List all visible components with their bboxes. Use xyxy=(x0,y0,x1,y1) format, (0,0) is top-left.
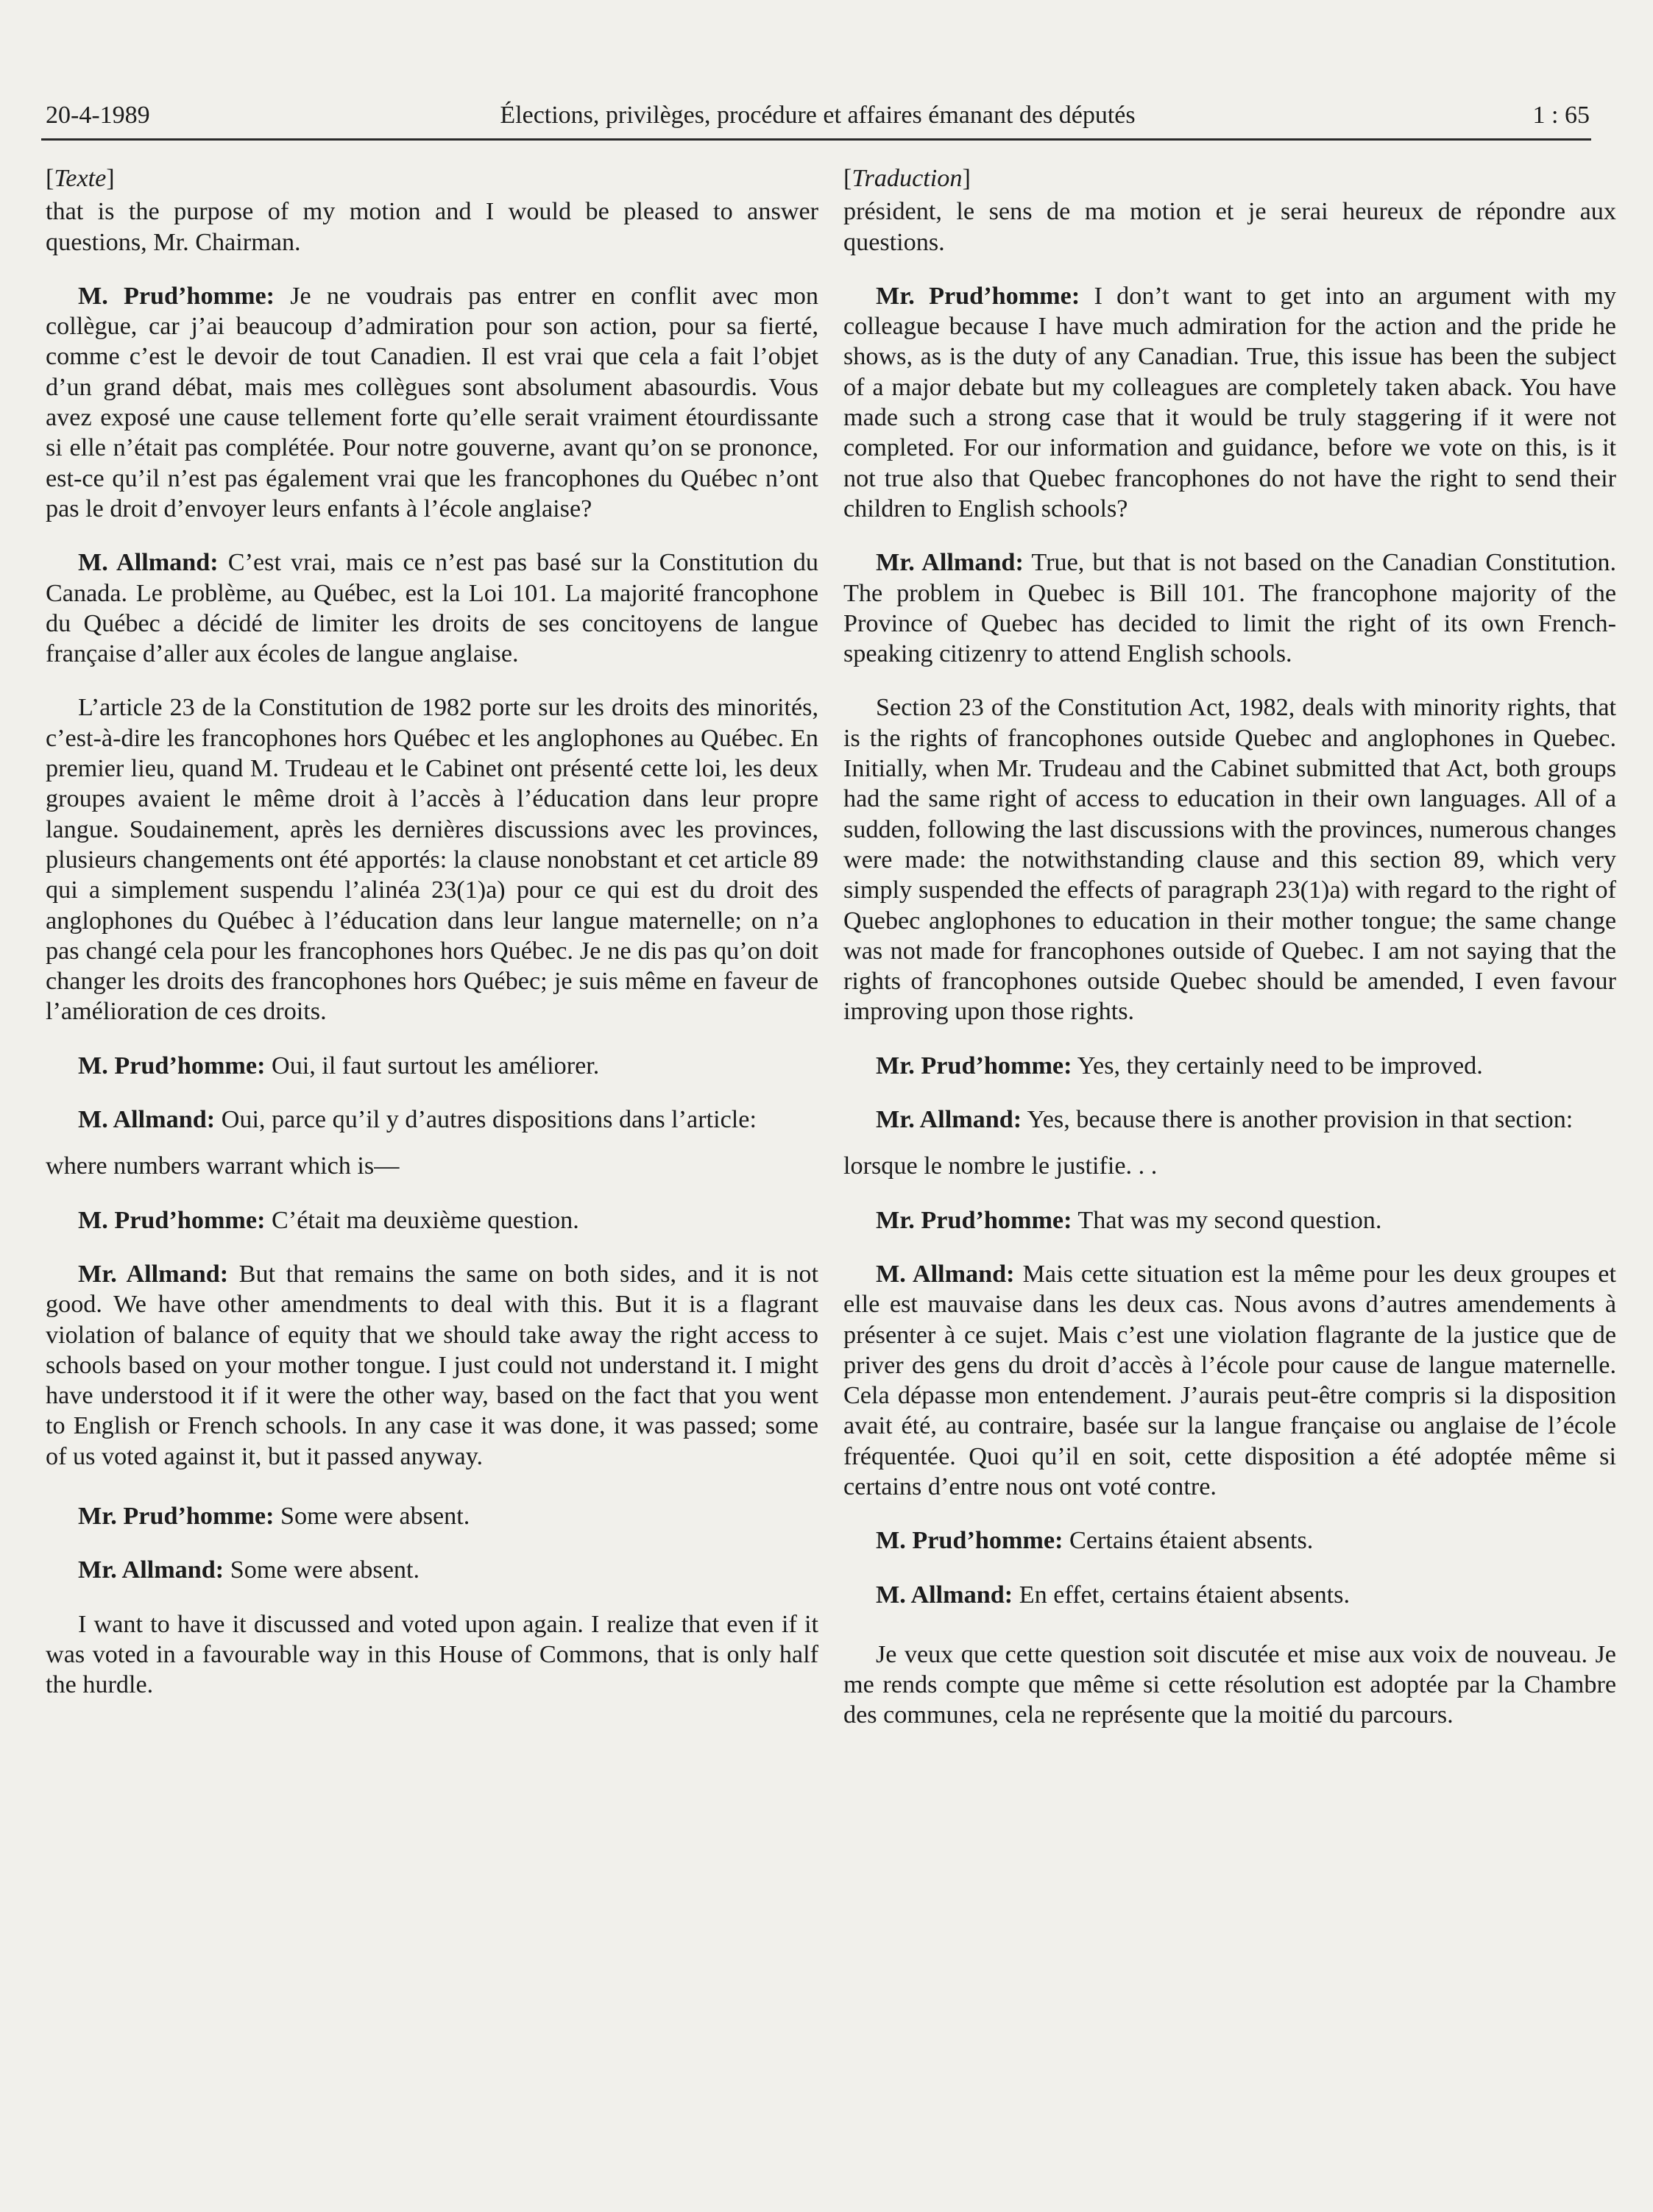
speaker-name: M. Allmand: xyxy=(876,1581,1013,1609)
quoted-clause xyxy=(46,1151,818,1181)
paragraph xyxy=(46,1051,818,1081)
paragraph-text: I don’t want to get into an argument with my colleague because I have much admiration for the action and the pride he shows, as is the duty of any Canadian. True, this issue has been the subject of a major debate but my colleagues are completely taken aback. You have made such a strong case that it would be truly staggering if it were not completed. For our information and guidance, before we vote on this, is it not true also that Quebec francophones do not have the right to send their children to English schools? xyxy=(843,282,1616,522)
speaker-name: Mr. Prud’homme: xyxy=(876,1206,1072,1234)
paragraph xyxy=(46,1259,818,1472)
speaker-name: M. Allmand: xyxy=(876,1260,1015,1288)
paragraph xyxy=(46,196,818,258)
paragraph xyxy=(843,1205,1616,1236)
paragraph-text: Section 23 of the Constitution Act, 1982, deals with minority rights, that is the rights of francophones outside Quebec and anglophones in Quebec. Initially, when Mr. Trudeau and the Cabinet submitted that Act, both groups had the same right of access to education in their own languages. All of a sudden, following the last discussions with the provinces, numerous changes were made: the notwithstanding clause and this section 89, which very simply suspended the effects of paragraph 23(1)a) with regard to the right of Quebec anglophones to education in their mother tongue; the same change was not made for francophones outside of Quebec. I am not saying that the rights of francophones outside Quebec should be amended, I even favour improving upon those rights. xyxy=(843,694,1616,1026)
marker-bracket-open: [ xyxy=(46,165,54,192)
paragraph-text: That was my second question. xyxy=(1072,1206,1382,1234)
language-marker-texte xyxy=(46,163,818,194)
paragraph xyxy=(46,1501,818,1531)
paragraph xyxy=(843,1259,1616,1502)
speaker-name: M. Prud’homme: xyxy=(78,1206,266,1234)
speaker-name: M. Allmand: xyxy=(78,549,219,577)
paragraph xyxy=(843,196,1616,258)
speaker-name: M. Prud’homme: xyxy=(78,1052,266,1080)
marker-bracket-open: [ xyxy=(843,165,852,192)
paragraph xyxy=(46,1555,818,1585)
paragraph-text: Some were absent. xyxy=(224,1556,420,1584)
paragraph-text: True, but that is not based on the Canadian Constitution. The problem in Quebec is Bill 101. The francophone majority of the Province of Quebec has decided to limit the right of its own French-speaking citizenry to attend English schools. xyxy=(843,549,1616,668)
marker-bracket-close: ] xyxy=(106,165,115,192)
speaker-name: M. Prud’homme: xyxy=(78,282,275,310)
paragraph-text: Yes, because there is another provision in that section: xyxy=(1022,1106,1574,1134)
paragraph-text: Mais cette situation est la même pour les deux groupes et elle est mauvaise dans les deux cas. Nous avons d’autres amendements à présenter à ce sujet. Mais c’est une violation flagrante de la justice que de priver des gens du droit d’accès à l’école pour cause de langue maternelle. Cela dépasse mon entendement. J’aurais peut-être compris si la disposition avait été, au contraire, basée sur la langue française ou anglaise de l’école fréquentée. Quoi qu’il en soit, cette disposition a été adoptée même si certains d’entre nous ont voté contre. xyxy=(843,1260,1616,1500)
paragraph-text: Yes, they certainly need to be improved. xyxy=(1072,1052,1483,1080)
marker-bracket-close: ] xyxy=(962,165,971,192)
marker-word: Traduction xyxy=(852,165,963,192)
paragraph xyxy=(46,1105,818,1135)
left-column xyxy=(46,163,818,1723)
speaker-name: Mr. Prud’homme: xyxy=(876,1052,1072,1080)
paragraph-text: Je ne voudrais pas entrer en conflit avec mon collègue, car j’ai beaucoup d’admiration pour son action, pour sa fierté, comme c’est le devoir de tout Canadien. Il est vrai que cela a fait l’objet d’un grand débat, mais mes collègues sont absolument abasourdis. Vous avez exposé une cause tellement forte qu’elle serait vraiment étourdissante si elle n’était pas complétée. Pour notre gouverne, avant qu’on se prononce, est-ce qu’il n’est pas également vrai que les francophones du Québec n’ont pas le droit d’envoyer leurs enfants à l’école anglaise? xyxy=(46,282,818,522)
paragraph-text: that is the purpose of my motion and I would be pleased to answer questions, Mr. Chairman. xyxy=(46,198,818,256)
paragraph-text: C’est vrai, mais ce n’est pas basé sur la Constitution du Canada. Le problème, au Québec, est la Loi 101. La majorité francophone du Québec a décidé de limiter les droits de ses concitoyens de langue française d’aller aux écoles de langue anglaise. xyxy=(46,549,818,668)
running-header xyxy=(46,102,1590,141)
speaker-name: Mr. Allmand: xyxy=(78,1260,229,1288)
paragraph xyxy=(46,1609,818,1701)
paragraph xyxy=(843,547,1616,669)
paragraph-text: C’était ma deuxième question. xyxy=(265,1206,579,1234)
paragraph-text: Oui, parce qu’il y d’autres dispositions dans l’article: xyxy=(215,1106,757,1134)
paragraph-text: But that remains the same on both sides, and it is not good. We have other amendments to deal with this. But it is a flagrant violation of balance of equity that we should take away the right access to schools based on your mother tongue. I just could not understand it. I might have understood it if it were the other way, based on the fact that you went to English or French schools. In any case it was done, it was passed; some of us voted against it, but it passed anyway. xyxy=(46,1260,818,1470)
paragraph xyxy=(843,692,1616,1027)
header-page-number: 1 : 65 xyxy=(1532,102,1590,129)
paragraph xyxy=(843,1105,1616,1135)
paragraph-text: lorsque le nombre le justifie. . . xyxy=(843,1152,1158,1180)
language-marker-traduction xyxy=(843,163,1616,194)
speaker-name: Mr. Prud’homme: xyxy=(78,1502,275,1530)
speaker-name: Mr. Allmand: xyxy=(876,549,1024,577)
paragraph-text: Je veux que cette question soit discutée et mise aux voix de nouveau. Je me rends compte que même si cette résolution est adoptée par la Chambre des communes, cela ne représente que la moitié du parcours. xyxy=(843,1640,1616,1729)
paragraph xyxy=(46,692,818,1027)
paragraph xyxy=(46,281,818,524)
speaker-name: Mr. Allmand: xyxy=(78,1556,224,1584)
speaker-name: Mr. Allmand: xyxy=(876,1106,1022,1134)
paragraph-text: L’article 23 de la Constitution de 1982 porte sur les droits des minorités, c’est-à-dire les francophones hors Québec et les anglophones au Québec. En premier lieu, quand M. Trudeau et le Cabinet ont présenté cette loi, les deux groupes avaient le même droit à l’accès à l’éducation dans leur propre langue. Soudainement, après les dernières discussions avec les provinces, plusieurs changements ont été apportés: la clause nonobstant et cet article 89 qui a simplement suspendu l’alinéa 23(1)a) pour ce qui est du droit des anglophones du Québec à l’éducation dans leur langue maternelle; on n’a pas changé cela pour les francophones hors Québec. Je ne dis pas qu’on doit changer les droits des francophones hors Québec; je suis même en faveur de l’amélioration de ces droits. xyxy=(46,694,818,1026)
quoted-clause xyxy=(843,1151,1616,1181)
paragraph xyxy=(46,1205,818,1236)
right-column xyxy=(843,163,1616,1754)
header-title: Élections, privilèges, procédure et affaires émanant des députés xyxy=(500,102,1136,129)
paragraph-text: Oui, il faut surtout les améliorer. xyxy=(265,1052,600,1080)
paragraph xyxy=(843,1639,1616,1731)
paragraph-text: Certains étaient absents. xyxy=(1063,1527,1314,1555)
paragraph xyxy=(843,281,1616,524)
paragraph xyxy=(843,1051,1616,1081)
paragraph-text: président, le sens de ma motion et je serai heureux de répondre aux questions. xyxy=(843,198,1616,256)
paragraph xyxy=(46,547,818,669)
paragraph-text: where numbers warrant which is— xyxy=(46,1152,400,1180)
paragraph-text: Some were absent. xyxy=(274,1502,470,1530)
header-rule xyxy=(41,138,1591,141)
paragraph-text: I want to have it discussed and voted upon again. I realize that even if it was voted in a favourable way in this House of Commons, that is only half the hurdle. xyxy=(46,1610,818,1699)
speaker-name: Mr. Prud’homme: xyxy=(876,282,1080,310)
paragraph xyxy=(843,1580,1616,1610)
paragraph xyxy=(843,1525,1616,1556)
marker-word: Texte xyxy=(54,165,107,192)
speaker-name: M. Allmand: xyxy=(78,1106,216,1134)
paragraph-text: En effet, certains étaient absents. xyxy=(1013,1581,1351,1609)
header-date: 20-4-1989 xyxy=(46,102,150,129)
speaker-name: M. Prud’homme: xyxy=(876,1527,1063,1555)
